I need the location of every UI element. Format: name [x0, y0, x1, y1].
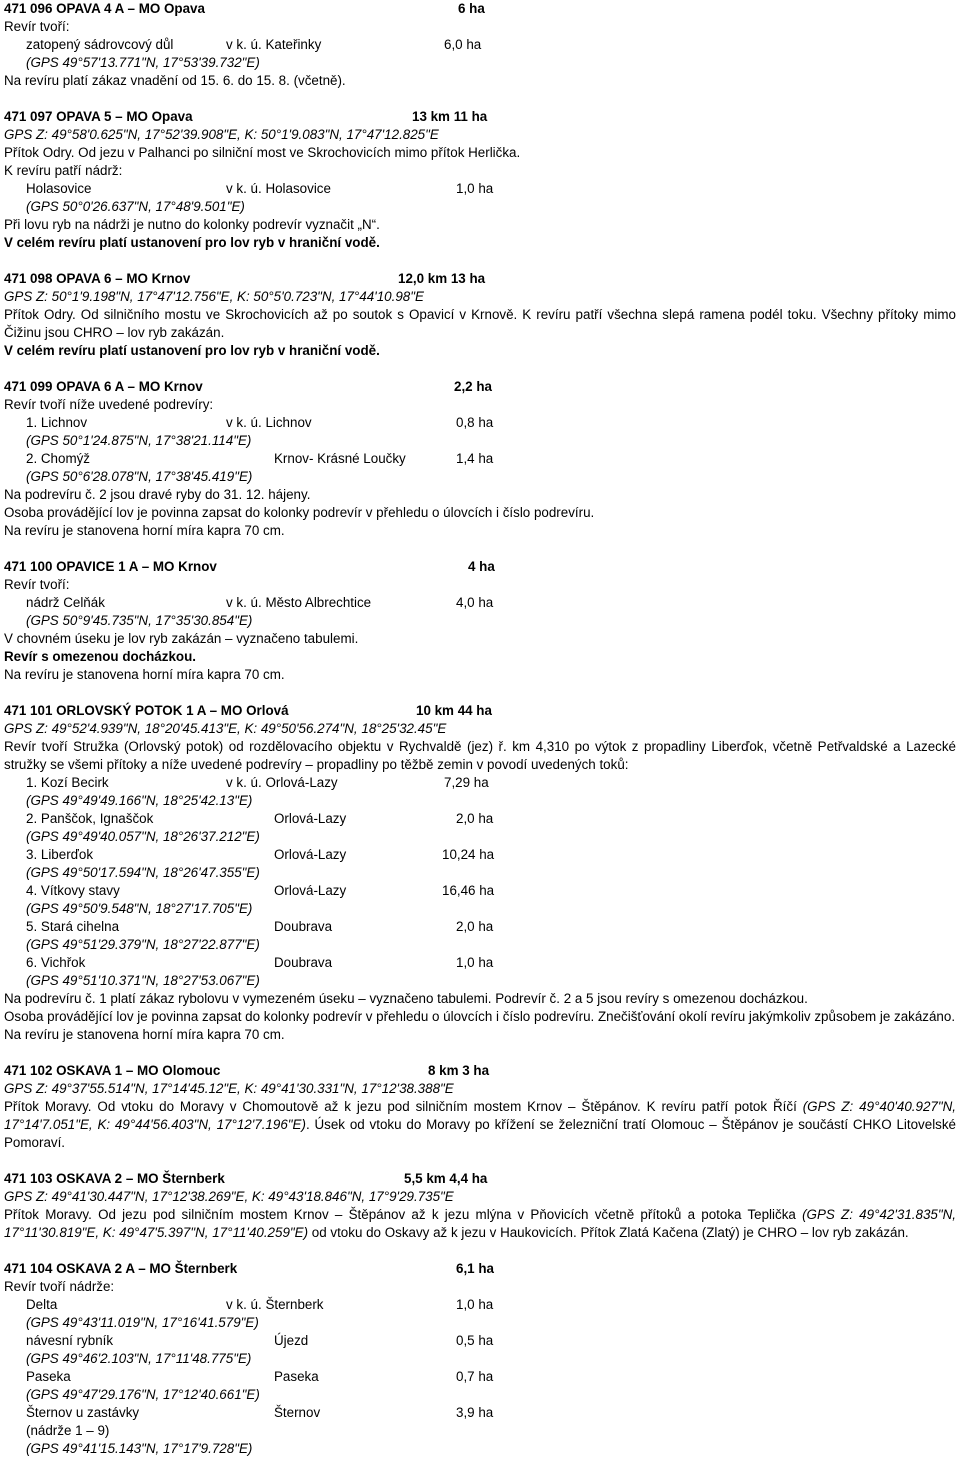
section-471098 [4, 270, 956, 360]
section-intro: Revír tvoří: [4, 577, 70, 592]
section-title: 471 099 OPAVA 6 A – MO Krnov 2,2 ha [4, 379, 492, 394]
section-title: 471 102 OSKAVA 1 – MO Olomouc 8 km 3 ha [4, 1063, 490, 1078]
section-gps: GPS Z: 49°58'0.625"N, 17°52'39.908"E, K: 50°1'9.083"N, 17°47'12.825"E [4, 127, 439, 142]
section-gps: GPS Z: 49°41'30.447"N, 17°12'38.269"E, K: 49°43'18.846"N, 17°9'29.735"E [4, 1189, 454, 1204]
section-size: 5,5 km 4,4 ha [404, 1171, 488, 1186]
item-gps: (GPS 49°51'29.379"N, 18°27'22.877"E) [26, 937, 260, 952]
item-gps: (GPS 49°41'15.143"N, 17°17'9.728"E) [26, 1441, 253, 1456]
section-bold-note: Revír s omezenou docházkou. [4, 649, 196, 664]
list-item: 1. Lichnov v k. ú. Lichnov 0,8 ha [26, 415, 494, 430]
section-bold-note: V celém revíru platí ustanovení pro lov ryb v hraniční vodě. [4, 235, 380, 250]
list-item: 5. Stará cihelna Doubrava 2,0 ha [26, 919, 494, 934]
section-title: 471 096 OPAVA 4 A – MO Opava 6 ha [4, 1, 485, 16]
list-item: 4. Vítkovy stavy Orlová-Lazy 16,46 ha [26, 883, 495, 898]
list-item: 3. Liberďok Orlová-Lazy 10,24 ha [26, 847, 495, 862]
section-title: 471 101 ORLOVSKÝ POTOK 1 A – MO Orlová 10 km 44 ha [4, 703, 492, 718]
section-size: 4 ha [468, 559, 495, 574]
section-note: Na revíru platí zákaz vnadění od 15. 6. do 15. 8. (včetně). [4, 73, 346, 88]
section-description: Revír tvoří Stružka (Orlovský potok) od rozdělovacího objektu v Rychvaldě (jez) ř. km 4,310 po výtok z propadliny Liberďok, včetně Petřvaldské a Lazecké stružky se všemi přítoky a níže uvedené podrevíry – propadliny po těžbě zemin v povodí uvedených toků: [4, 739, 956, 772]
section-description: Přítok Odry. Od silničního mostu ve Skrochovicích až po soutok s Opavicí v Krnově. K revíru patří všechna slepá ramena podél toku. Všechny přítoky mimo Čižinu jsou CHRO – lov ryb zakázán. [4, 307, 956, 340]
item-gps: (GPS 49°46'2.103"N, 17°11'48.775"E) [26, 1351, 252, 1366]
list-item: 2. Chomýž Krnov- Krásné Loučky 1,4 ha [26, 451, 494, 466]
section-title: 471 098 OPAVA 6 – MO Krnov 12,0 km 13 ha [4, 271, 486, 286]
item-gps: (GPS 49°43'11.019"N, 17°16'41.579"E) [26, 1315, 259, 1330]
list-item: zatopený sádrovcový důl v k. ú. Kateřinky 6,0 ha [26, 37, 482, 52]
section-note: Osoba provádějící lov je povinna zapsat do kolonky podrevír v přehledu o úlovcích i číslo podrevíru. [4, 505, 595, 520]
item-gps: (GPS 49°49'49.166"N, 18°25'42.13"E) [26, 793, 253, 808]
section-note: Na revíru je stanovena horní míra kapra 70 cm. [4, 523, 285, 538]
list-item: Delta v k. ú. Šternberk 1,0 ha [26, 1297, 494, 1312]
section-bold-note: V celém revíru platí ustanovení pro lov ryb v hraniční vodě. [4, 343, 380, 358]
section-471097 [4, 108, 956, 252]
tributary-gps: (GPS Z: 49°42'31.835"N, 17°11'30.819"E, K: 49°47'5.397"N, 17°11'40.259"E) [4, 1207, 956, 1240]
section-description: Přítok Moravy. Od jezu pod silničním mostem Krnov – Štěpánov až k jezu mlýna v Pňovicích včetně přítoků a potoka Teplička (GPS Z: 49°42'31.835"N, 17°11'30.819"E, K: 49°47'5.397"N, 17°11'40.259"E) od vtoku do Oskavy až k jezu v Haukovicích. Přítok Zlatá Kačena (Zlatý) je CHRO – lov ryb zakázán. [4, 1207, 956, 1240]
list-item: Paseka Paseka 0,7 ha [26, 1369, 494, 1384]
section-size: 8 km 3 ha [428, 1063, 490, 1078]
section-gps: GPS Z: 49°52'4.939"N, 18°20'45.413"E, K: 49°50'56.274"N, 18°25'32.45"E [4, 721, 447, 736]
item-gps: (GPS 49°50'9.548"N, 18°27'17.705"E) [26, 901, 253, 916]
section-description: Přítok Odry. Od jezu v Palhanci po silniční most ve Skrochovicích mimo přítok Herlička. [4, 145, 521, 160]
section-size: 6,1 ha [456, 1261, 494, 1276]
section-size: 6 ha [458, 1, 485, 16]
section-note: V chovném úseku je lov ryb zakázán – vyznačeno tabulemi. [4, 631, 359, 646]
item-gps: (GPS 49°49'40.057"N, 18°26'37.212"E) [26, 829, 260, 844]
section-size: 10 km 44 ha [416, 703, 492, 718]
section-intro: Revír tvoří níže uvedené podrevíry: [4, 397, 214, 412]
item-gps: (GPS 50°6'28.078"N, 17°38'45.419"E) [26, 469, 253, 484]
section-title: 471 103 OSKAVA 2 – MO Šternberk 5,5 km 4,4 ha [4, 1171, 488, 1186]
section-intro: K revíru patří nádrž: [4, 163, 123, 178]
section-title: 471 100 OPAVICE 1 A – MO Krnov 4 ha [4, 559, 495, 574]
section-note: Na podrevíru č. 1 platí zákaz rybolovu v vymezeném úseku – vyznačeno tabulemi. Podrevír č. 2 a 5 jsou revíry s omezenou docházkou. [4, 991, 808, 1006]
section-471101 [4, 702, 956, 1044]
list-item: 2. Panščok, Ignaščok Orlová-Lazy 2,0 ha [26, 811, 494, 826]
section-471103 [4, 1170, 956, 1242]
list-item: návesní rybník Újezd 0,5 ha [26, 1333, 494, 1348]
section-note: Při lovu ryb na nádrži je nutno do kolonky podrevír vyznačit „N“. [4, 217, 380, 232]
section-intro: Revír tvoří: [4, 19, 70, 34]
section-gps: GPS Z: 50°1'9.198"N, 17°47'12.756"E, K: 50°5'0.723"N, 17°44'10.98"E [4, 289, 424, 304]
item-gps: (GPS 50°0'26.637"N, 17°48'9.501"E) [26, 199, 245, 214]
list-item: 1. Kozí Becirk v k. ú. Orlová-Lazy 7,29 ha [26, 775, 489, 790]
list-item: 6. Vichřok Doubrava 1,0 ha [26, 955, 494, 970]
section-471104 [4, 1260, 956, 1458]
item-gps: (GPS 49°51'10.371"N, 18°27'53.067"E) [26, 973, 260, 988]
list-item: Holasovice v k. ú. Holasovice 1,0 ha [26, 181, 494, 196]
section-471099 [4, 378, 956, 540]
tributary-gps: (GPS Z: 49°40'40.927"N, 17°14'7.051"E, K: 49°44'56.403"N, 17°12'7.196"E) [4, 1099, 956, 1132]
item-gps: (GPS 50°9'45.735"N, 17°35'30.854"E) [26, 613, 253, 628]
section-471096 [4, 0, 956, 90]
section-size: 2,2 ha [454, 379, 492, 394]
section-note: Na revíru je stanovena horní míra kapra 70 cm. [4, 1027, 285, 1042]
item-gps: (GPS 49°47'29.176"N, 17°12'40.661"E) [26, 1387, 260, 1402]
item-gps: (GPS 49°50'17.594"N, 18°26'47.355"E) [26, 865, 260, 880]
list-item: Šternov u zastávky Šternov 3,9 ha [26, 1405, 494, 1420]
item-gps: (GPS 50°1'24.875"N, 17°38'21.114"E) [26, 433, 252, 448]
section-intro: Revír tvoří nádrže: [4, 1279, 115, 1294]
section-note: Na revíru je stanovena horní míra kapra 70 cm. [4, 667, 285, 682]
section-471100 [4, 558, 956, 684]
section-description: Přítok Moravy. Od vtoku do Moravy v Chomoutově až k jezu pod silničním mostem Krnov – Štěpánov. K revíru patří potok Říčí (GPS Z: 49°40'40.927"N, 17°14'7.051"E, K: 49°44'56.403"N, 17°12'7.196"E). Úsek od vtoku do Moravy po křížení se železniční tratí Olomouc – Štěpánov je součástí CHKO Litovelské Pomoraví. [4, 1099, 957, 1150]
list-item: nádrž Celňák v k. ú. Město Albrechtice 4,0 ha [26, 595, 494, 610]
section-size: 12,0 km 13 ha [398, 271, 486, 286]
section-note: Na podrevíru č. 2 jsou dravé ryby do 31. 12. hájeny. [4, 487, 311, 502]
section-title: 471 104 OSKAVA 2 A – MO Šternberk 6,1 ha [4, 1261, 494, 1276]
section-471102 [4, 1062, 956, 1152]
item-subnote: (nádrže 1 – 9) [26, 1423, 110, 1438]
section-note: Osoba provádějící lov je povinna zapsat do kolonky podrevír v přehledu o úlovcích i číslo podrevíru. Znečišťování okolí revíru jakýmkoliv způsobem je zakázáno. [4, 1009, 956, 1024]
section-size: 13 km 11 ha [412, 109, 488, 124]
item-gps: (GPS 49°57'13.771"N, 17°53'39.732"E) [26, 55, 260, 70]
section-title: 471 097 OPAVA 5 – MO Opava 13 km 11 ha [4, 109, 488, 124]
section-gps: GPS Z: 49°37'55.514"N, 17°14'45.12"E, K: 49°41'30.331"N, 17°12'38.388"E [4, 1081, 454, 1096]
